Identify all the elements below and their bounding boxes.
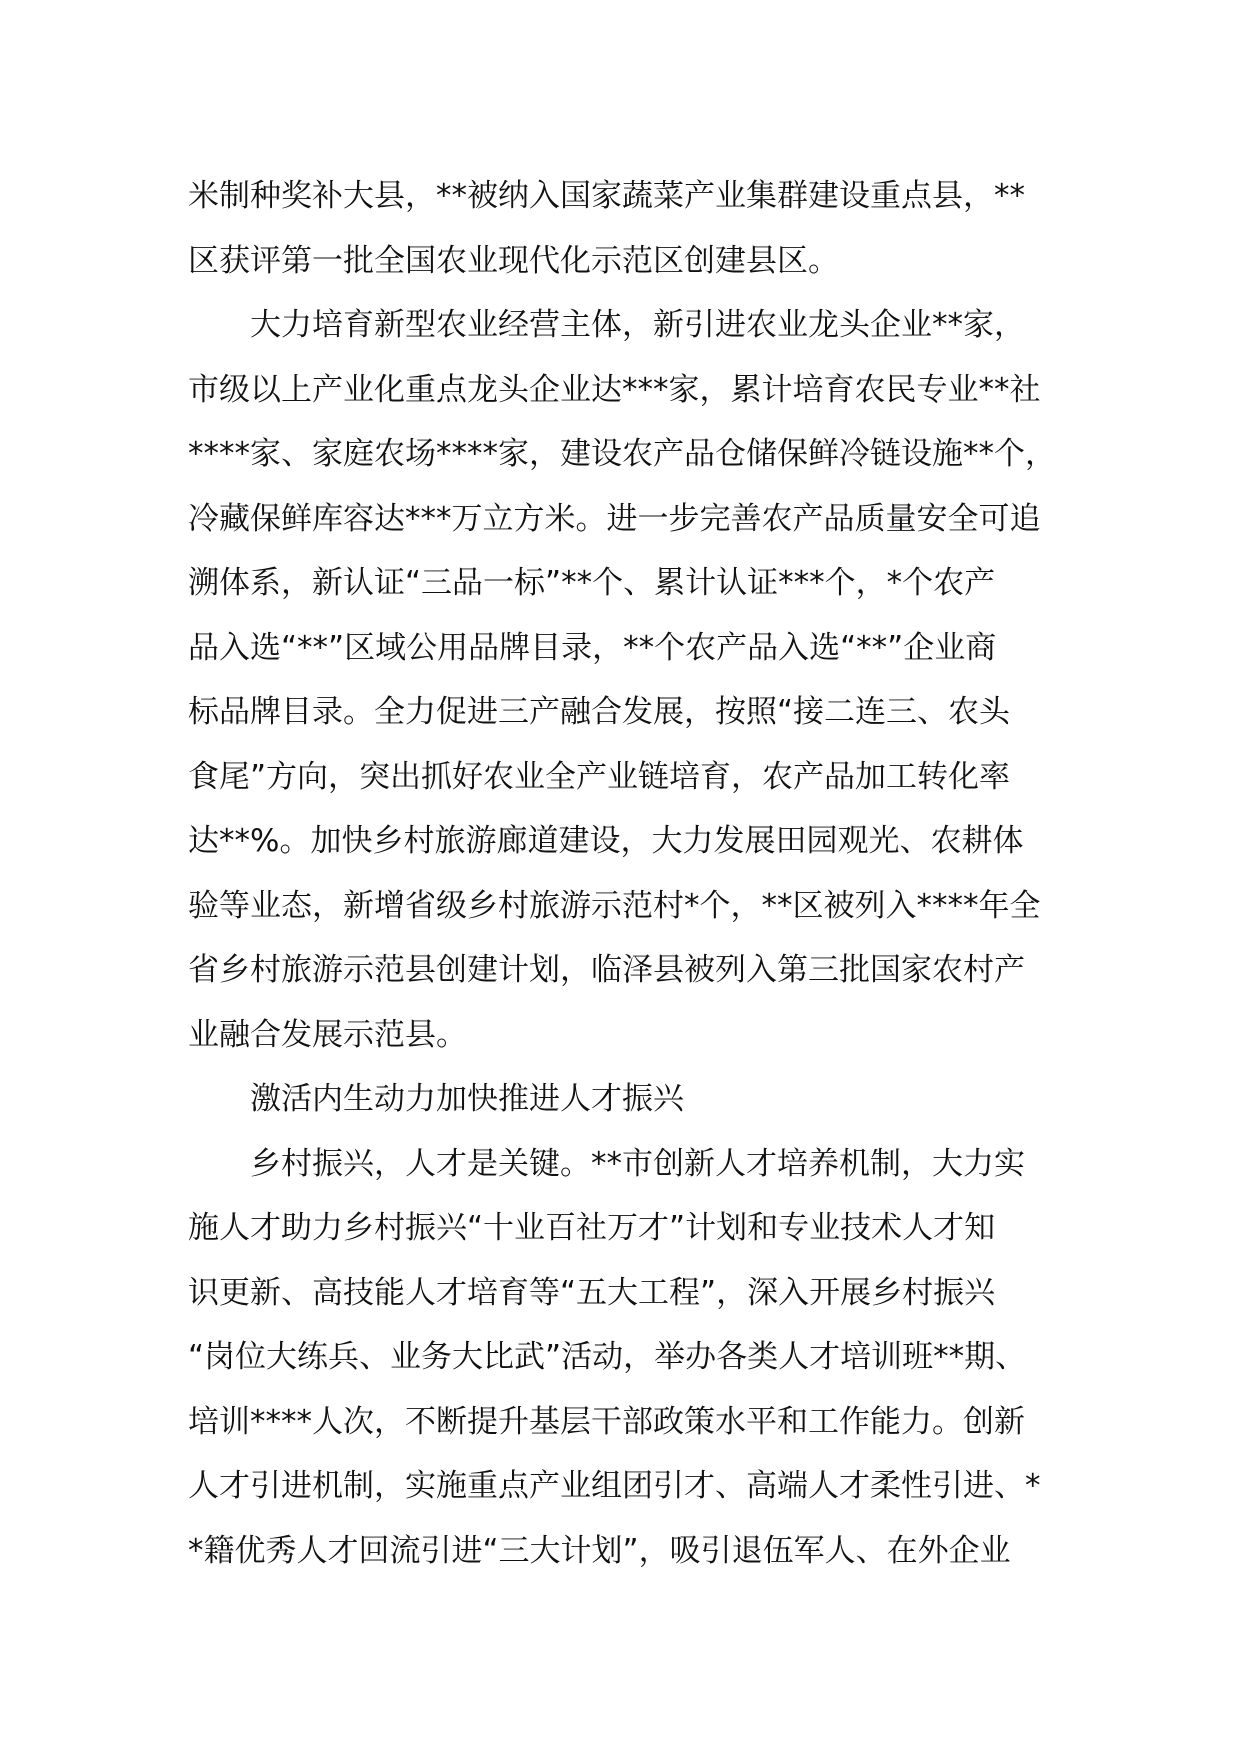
- text-line: 识更新、高技能人才培育等“五大工程”，深入开展乡村振兴: [188, 1274, 996, 1311]
- text-line: 人才引进机制，实施重点产业组团引才、高端人才柔性引进、*: [188, 1468, 1041, 1504]
- text-line: 食尾”方向，突出抓好农业全产业链培育，农产品加工转化率: [188, 758, 1011, 795]
- text-line: 施人才助力乡村振兴“十业百社万才”计划和专业技术人才知: [188, 1210, 996, 1246]
- text-line: 冷藏保鲜库容达***万立方米。进一步完善农产品质量安全可追: [188, 500, 1041, 537]
- text-line: 米制种奖补大县，**被纳入国家蔬菜产业集群建设重点县，**: [188, 178, 1025, 214]
- text-line: 市级以上产业化重点龙头企业达***家，累计培育农民专业**社: [188, 371, 1041, 408]
- text-line: 达**%。加快乡村旅游廊道建设，大力发展田园观光、农耕体: [188, 823, 1024, 859]
- paragraph-first-line: 大力培育新型农业经营主体，新引进农业龙头企业**家，: [250, 307, 1025, 343]
- text-line: 标品牌目录。全力促进三产融合发展，按照“接二连三、农头: [188, 694, 1011, 730]
- text-line: ****家、家庭农场****家，建设农产品仓储保鲜冷链设施**个，: [188, 436, 1056, 472]
- text-line: 验等业态，新增省级乡村旅游示范村*个，**区被列入****年全: [188, 887, 1041, 924]
- text-line: 业融合发展示范县。: [188, 1016, 467, 1053]
- text-line: *籍优秀人才回流引进“三大计划”，吸引退伍军人、在外企业: [188, 1532, 1011, 1569]
- text-line: 溯体系，新认证“三品一标”**个、累计认证***个，*个农产: [188, 565, 996, 601]
- text-line: 区获评第一批全国农业现代化示范区创建县区。: [188, 242, 839, 279]
- text-line: 品入选“**”区域公用品牌目录，**个农产品入选“**”企业商: [188, 629, 997, 666]
- document-body: [188, 164, 1088, 1583]
- section-heading: 激活内生动力加快推进人才振兴: [250, 1081, 684, 1117]
- text-line: “岗位大练兵、业务大比武”活动，举办各类人才培训班**期、: [188, 1339, 1027, 1375]
- text-line: 省乡村旅游示范县创建计划，临泽县被列入第三批国家农村产: [188, 952, 1025, 988]
- paragraph-first-line: 乡村振兴，人才是关键。**市创新人才培养机制，大力实: [250, 1145, 1025, 1182]
- text-line: 培训****人次，不断提升基层干部政策水平和工作能力。创新: [188, 1403, 1025, 1440]
